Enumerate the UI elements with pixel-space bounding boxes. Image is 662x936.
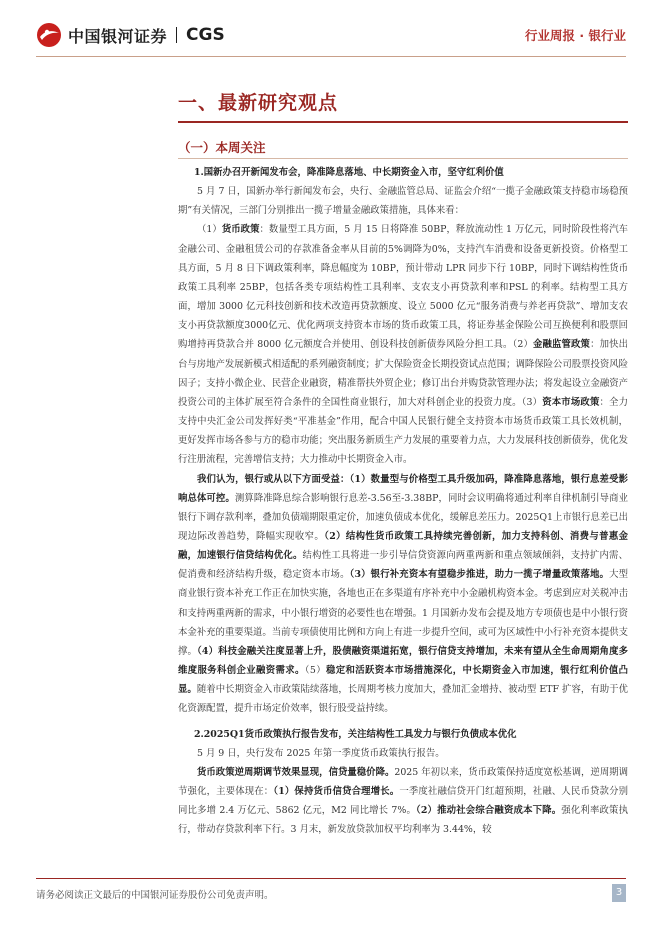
para-text: 随着中长期资金入市政策陆续落地，长周期考核力度加大，叠加汇金增持、被动型 ETF 扩容，有助于优化资源配置，提升市场定价效率，银行股受益持续。 (178, 684, 628, 715)
para-text: ：数量型工具方面，5 月 15 日将降准 50BP，释放流动性 1 万亿元，同时阶段性将汽车金融公司、金融租赁公司的存款准备金率从目前的5%调降为0%，支持汽车消费和设备更新投资。价格型工具方面，5 月 8 日下调政策利率，降息幅度为 10BP，预计带动 LPR 同步下行 10BP，同时下调结构性货币政策工具利率 25BP，包括各类专项结构性工具利率、支农支小再贷款利率和PSL 的利率。结构型工具方面，增加 3000 亿元科技创新和技术改造再贷款额度、设立 5000 亿元“服务消费与养老再贷款”、增加支农支小再贷款额度3000亿元、优化两项支持资本市场的货币政策工具，将证券基金保险公司互换便利和股票回购增持再贷款合并 8000 亿元额度合并使用、创设科技创新债券风险分担工具。（2） (178, 224, 628, 351)
bold-term: （2）推动社会综合融资成本下降。 (416, 805, 562, 817)
page-header (0, 0, 662, 78)
bold-term: 资本市场政策 (542, 396, 600, 408)
para-text: ：全力支持中央汇金公司发挥好类“平准基金”作用，配合中国人民银行健全支持资本市场货币政策工具长效机制，更好发挥市场各参与方的稳市功能；突出服务新质生产力发展的重要着力点，大力发展科技创新债券，优化发行注册流程，完善增信支持；大力推动中长期资金入市。 (178, 396, 629, 466)
paragraph (178, 763, 628, 840)
heading-2 (178, 725, 628, 744)
para-text: 结构性工具将进一步引导信贷资源向两重两新和重点领域倾斜，支持扩内需、促消费和经济结构升级，稳定资本市场。 (178, 550, 628, 581)
heading-1-text: 1.国新办召开新闻发布会，降准降息落地、中长期资金入市，坚守红利价值 (194, 167, 504, 178)
report-type: 行业周报 · 银行业 (525, 28, 626, 43)
para-text: 测算降准降息综合影响银行息差-3.56至-3.38BP，同时会议明确将通过利率自律机制引导商业银行下调存款利率，叠加负债端期限重定价，加速负债成本优化，缓解息差压力。2025Q1上市银行息差已出现边际改善趋势，降幅实现收窄。 (178, 492, 629, 542)
bold-term: （4）科技金融关注度显著上升，股债融资渠道拓宽，银行信贷支持增加，未来有望从全生命周期角度多维度服务科创企业融资需求。 (178, 645, 628, 677)
bold-term: （2）结构性货币政策工具持续完善创新，加力支持科创、消费与普惠金融，加速银行信贷结构优化。 (178, 530, 628, 562)
section-divider (178, 121, 628, 123)
para-text: （1） (197, 224, 222, 236)
para-text: 大型商业银行资本补充工作正在加快实施，各地也正在多渠道有序补充中小金融机构资本金。考虑到应对关税冲击和支持两重两新的需求，中小银行增资的必要性也在增强。1 月国新办发布会提及地方专项债也是中小银行资本金补充的重要渠道。当前专项债使用比例和方向上有进一步提升空间，或可为区域性中小行补充资本提供支撑。 (178, 569, 629, 657)
bold-term: （1）保持货币信贷合理增长。 (273, 786, 400, 797)
subsection-title: （一）本周关注 (178, 140, 266, 155)
bold-term: 金融监管政策 (532, 339, 591, 351)
para-text: 5 月 7 日，国新办举行新闻发布会，央行、金融监管总局、证监会介绍“一揽子金融政策支持稳市场稳预期”有关情况，三部门分别推出一揽子增量金融政策措施，具体来看： (178, 186, 628, 217)
paragraph (178, 470, 628, 719)
heading-1 (178, 163, 628, 182)
bold-term: 货币政策逆周期调节效果显现，信贷量稳价降。 (197, 766, 395, 778)
para-text: 2025 年初以来，货币政策保持适度宽松基调，逆周期调节强化，主要体现在： (178, 766, 628, 797)
bold-term: （3）银行补充资本有望稳步推进，助力一揽子增量政策落地。 (349, 569, 610, 581)
logo-divider (176, 27, 177, 43)
para-text: （5） (304, 665, 326, 677)
bold-term: 我们认为，银行或从以下方面受益：（1）数量型与价格型工具升级加码，降准降息落地，银行息差受影响总体可控。 (178, 473, 628, 504)
page-number: 3 (612, 884, 626, 902)
para-text: 一季度社融信贷开门红超预期，社融、人民币贷款分别同比多增 2.4 万亿元、5862 亿元，M2 同比增长 7%。 (178, 786, 628, 817)
paragraph (178, 220, 628, 469)
subsection-divider (178, 158, 628, 159)
bold-term: 稳定和活跃资本市场措施深化，中长期资金入市加速，银行红利价值凸显。 (178, 665, 628, 696)
paragraph (178, 744, 628, 763)
section-title: 一、最新研究观点 (178, 92, 339, 114)
bold-term: 货币政策 (221, 224, 260, 236)
header-divider (36, 56, 626, 57)
para-text: 强化利率政策执行，带动存贷款利率下行。3 月末，新发放贷款加权平均利率为 3.44%，较 (178, 805, 628, 836)
logo-abbr: CGS (186, 25, 225, 45)
heading-2-text: 2.2025Q1货币政策执行报告发布，关注结构性工具发力与银行负债成本优化 (194, 728, 517, 740)
galaxy-logo-icon (36, 22, 62, 48)
para-text: 5 月 9 日，央行发布 2025 年第一季度货币政策执行报告。 (197, 747, 445, 759)
company-logo (36, 22, 225, 48)
para-text: ：加快出台与房地产发展新模式相适配的系列融资制度；扩大保险资金长期投资试点范围；调降保险公司股票投资风险因子；支持小微企业、民营企业融资，精准帮扶外贸企业；修订出台并购贷款管理办法；将发起设立金融资产投资公司的主体扩展至符合条件的全国性商业银行，加大对科创企业的投资力度。（3） (178, 339, 629, 408)
paragraph (178, 182, 628, 220)
footer-disclaimer: 请务必阅读正文最后的中国银河证券股份公司免责声明。 (36, 890, 274, 901)
report-body (178, 163, 628, 839)
logo-text: 中国银河证券 (68, 26, 168, 46)
footer-divider (36, 878, 626, 879)
